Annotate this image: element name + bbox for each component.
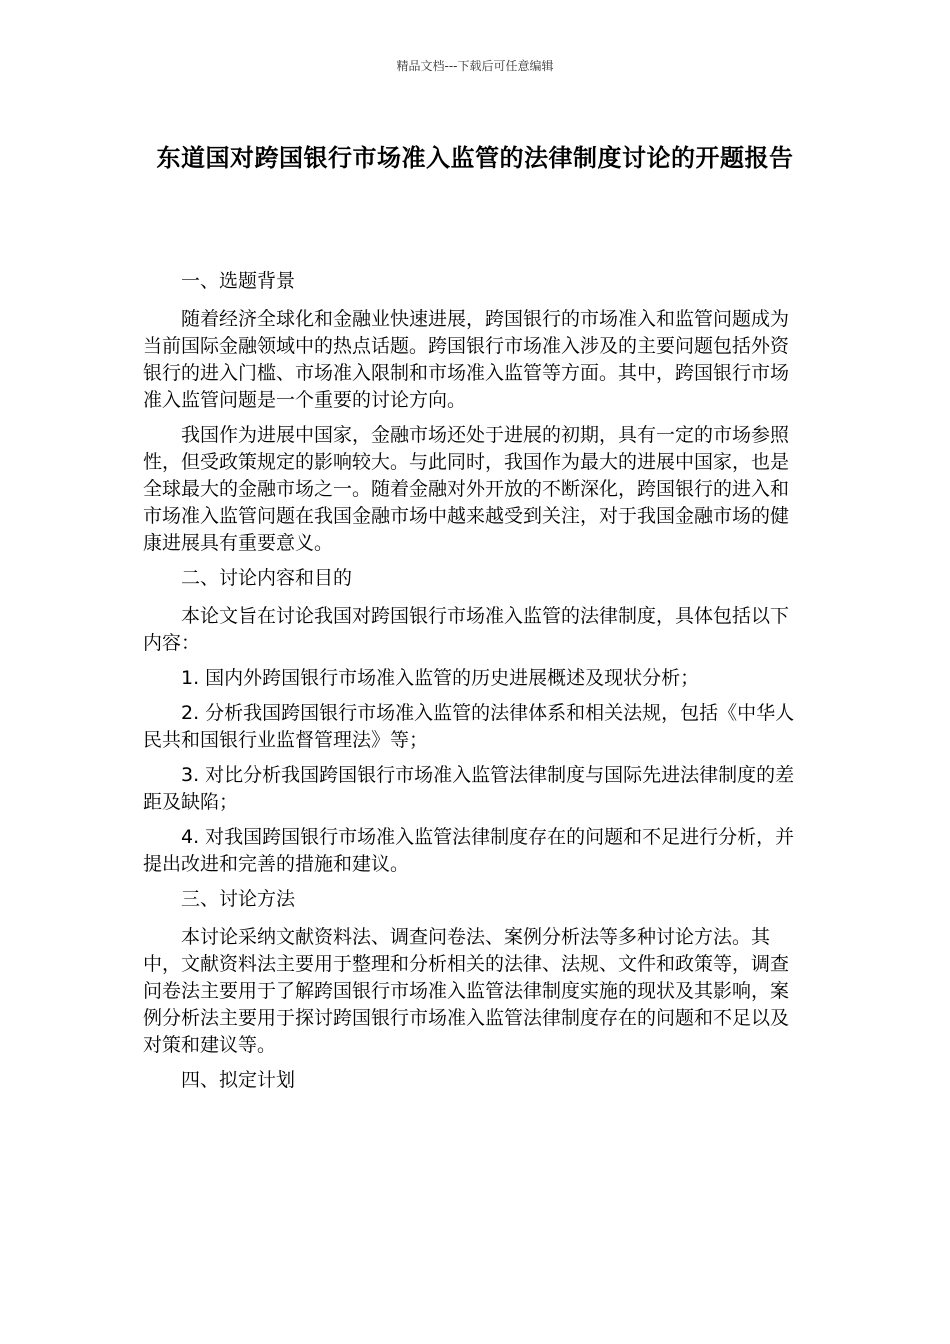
body-paragraph: 随着经济全球化和金融业快速进展，跨国银行的市场准入和监管问题成为当前国际金融领域中的热点话题。跨国银行市场准入涉及的主要问题包括外资银行的进入门槛、市场准入限制和市场准入监管等方面。其中，跨国银行市场准入监管问题是一个重要的讨论方向。 [143,308,790,411]
section-heading-plan: 四、拟定计划 [181,1069,296,1091]
section-heading-background: 一、选题背景 [181,270,296,292]
list-item: 2. 分析我国跨国银行市场准入监管的法律体系和相关法规，包括《中华人民共和国银行业监督管理法》等； [143,702,795,751]
section-heading-methods: 三、讨论方法 [181,888,296,910]
document-body [143,268,807,1105]
page-header: 精品文档---下载后可任意编辑 [396,59,554,73]
section-heading-content-purpose: 二、讨论内容和目的 [181,567,353,589]
body-paragraph: 我国作为进展中国家，金融市场还处于进展的初期，具有一定的市场参照性，但受政策规定的影响较大。与此同时，我国作为最大的进展中国家，也是全球最大的金融市场之一。随着金融对外开放的不断深化，跨国银行的进入和市场准入监管问题在我国金融市场中越来越受到关注，对于我国金融市场的健康进展具有重要意义。 [143,424,790,554]
list-item: 1. 国内外跨国银行市场准入监管的历史进展概述及现状分析； [181,667,700,689]
list-item: 3. 对比分析我国跨国银行市场准入监管法律制度与国际先进法律制度的差距及缺陷； [143,764,795,813]
document-title: 东道国对跨国银行市场准入监管的法律制度讨论的开题报告 [156,144,794,172]
body-paragraph: 本论文旨在讨论我国对跨国银行市场准入监管的法律制度，具体包括以下内容： [143,605,790,654]
list-item: 4. 对我国跨国银行市场准入监管法律制度存在的问题和不足进行分析，并提出改进和完善的措施和建议。 [143,826,795,875]
body-paragraph: 本讨论采纳文献资料法、调查问卷法、案例分析法等多种讨论方法。其中，文献资料法主要用于整理和分析相关的法律、法规、文件和政策等，调查问卷法主要用于了解跨国银行市场准入监管法律制度实施的现状及其影响，案例分析法主要用于探讨跨国银行市场准入监管法律制度存在的问题和不足以及对策和建议等。 [143,926,790,1056]
